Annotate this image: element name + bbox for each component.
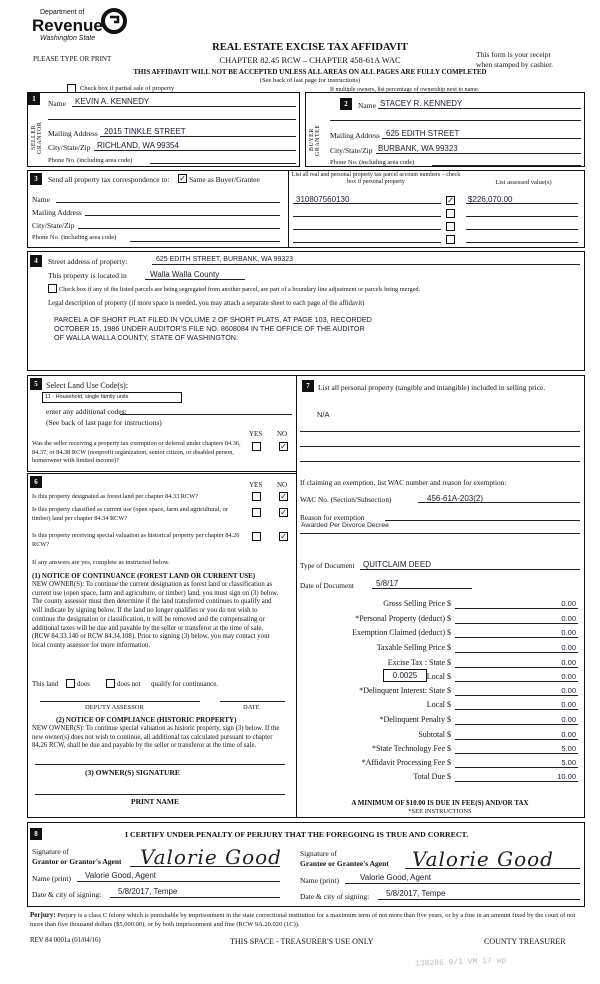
partial-sale-label: Check box if partial sale of property: [80, 85, 175, 92]
treasurer-stamp: 138286 9/1 VM 17 wp: [414, 956, 507, 969]
taxable-price-row: [300, 643, 580, 656]
doc-date-field[interactable]: 5/8/17: [376, 579, 399, 588]
section-7-number: 7: [302, 380, 314, 392]
exemption-deduct-dollar: $: [447, 628, 451, 637]
parcel-header: List all real and personal property tax parcel account numbers – check box if personal property: [291, 172, 461, 185]
grantor-name-label: Name (print): [32, 874, 71, 883]
excise-local-dollar: $: [447, 672, 451, 681]
delinquent-local-dollar: $: [447, 700, 451, 709]
segregate-checkbox[interactable]: [48, 284, 57, 293]
gross-price-row: [300, 599, 580, 612]
corr-phone-label: Phone No. (including area code): [32, 234, 117, 241]
assessed-line-2: [466, 216, 578, 217]
section-4-number: 4: [30, 255, 42, 267]
same-as-buyer-label: Same as Buyer/Grantee: [189, 175, 260, 184]
total-due-dollar: $: [447, 772, 451, 781]
delinquent-state-label: *Delinquent Interest: State: [359, 686, 445, 695]
parcel-personal-checkbox-2[interactable]: [446, 209, 455, 218]
delinquent-local-field[interactable]: 0.00: [455, 700, 578, 710]
exemption-deduct-label: Exemption Claimed (deduct): [352, 628, 445, 637]
personal-deduct-dollar: $: [447, 614, 451, 623]
deputy-assessor-label: DEPUTY ASSESSOR: [85, 704, 144, 711]
notice-compliance-title: (2) NOTICE OF COMPLIANCE (HISTORIC PROPERTY): [56, 716, 237, 724]
grantor-name-field[interactable]: Valorie Good, Agent: [85, 871, 157, 880]
grantee-name-field[interactable]: Valorie Good, Agent: [360, 873, 432, 882]
section-5-number: 5: [30, 378, 42, 390]
additional-codes-line: [120, 414, 292, 415]
buyer-addr-label: Mailing Address: [330, 131, 380, 140]
parcel-column-divider: [288, 170, 289, 248]
delinquent-penalty-dollar: $: [447, 715, 451, 724]
logo-dept-line: Department of: [40, 9, 85, 16]
seller-line-2: [48, 119, 296, 120]
reason-line-2: [300, 533, 580, 534]
parcel-personal-checkbox-3[interactable]: [446, 222, 455, 231]
seller-phone-line: [150, 163, 296, 164]
delinquent-local-label: Local: [426, 700, 445, 709]
perjury-text: Perjury is a class C felony which is punishable by imprisonment in the state correctional institution for a maximum term of not more than five years, or by a fine in an amount fixed by the court of not more than five thousand dollars ($5,000.00), or by both imprisonment and fine (RCW 9A.20.020 (1C)).: [30, 912, 576, 928]
total-due-row: [300, 772, 580, 785]
buyer-addr-line: [382, 138, 581, 139]
buyer-name-label: Name: [358, 101, 376, 110]
parcel-line-4: [293, 242, 441, 243]
logo-revenue: Revenue: [32, 16, 103, 35]
gross-price-field[interactable]: 0.00: [455, 599, 578, 609]
subtotal-field[interactable]: 0.00: [455, 730, 578, 740]
tech-fee-label: *State Technology Fee: [371, 744, 445, 753]
buyer-addr-field[interactable]: 625 EDITH STREET: [386, 129, 460, 138]
parcel-personal-checkbox-1[interactable]: ✓: [447, 196, 454, 205]
treasurer-space-label: THIS SPACE - TREASURER'S USE ONLY: [230, 937, 374, 946]
affidavit-fee-row: [300, 758, 580, 771]
parcel-field-1[interactable]: 310807560130: [296, 195, 350, 204]
excise-local-field[interactable]: 0.00: [455, 672, 578, 682]
logo-mark-icon: [100, 8, 128, 34]
personal-deduct-label: *Personal Property (deduct): [355, 614, 445, 623]
delinquent-state-field[interactable]: 0.00: [455, 686, 578, 696]
seller-addr-label: Mailing Address: [48, 129, 98, 138]
corr-addr-line: [85, 215, 280, 216]
reason-label: Reason for exemption: [300, 513, 365, 522]
county-line: [145, 279, 245, 280]
does-label: does: [77, 680, 90, 688]
excise-local-row: [300, 672, 580, 685]
section-2-number: 2: [340, 98, 352, 110]
assessed-field-1[interactable]: $226,070.00: [468, 195, 513, 204]
does-checkbox[interactable]: [66, 679, 75, 688]
gross-price-dollar: $: [447, 599, 451, 608]
deputy-line: [40, 701, 200, 702]
grantee-sig-label-2: Grantee or Grantee's Agent: [300, 859, 389, 868]
grantor-sig-line: [130, 866, 280, 867]
buyer-city-label: City/State/Zip: [330, 146, 373, 155]
section-6-number: 6: [30, 476, 42, 488]
legal-desc-line-1[interactable]: PARCEL A OF SHORT PLAT FILED IN VOLUME 2 OF SHORT PLATS, AT PAGE 103, RECORDED: [54, 315, 372, 324]
see-back-label: (See back of last page for instructions): [46, 418, 162, 427]
logo-state: Washington State: [40, 35, 96, 42]
affidavit-fee-label: *Affidavit Processing Fee: [361, 758, 445, 767]
affidavit-fee-dollar: $: [447, 758, 451, 767]
excise-state-dollar: $: [447, 658, 451, 667]
corr-city-line: [78, 228, 280, 229]
grantor-signature[interactable]: Valorie Good: [140, 845, 282, 869]
form-warning: THIS AFFIDAVIT WILL NOT BE ACCEPTED UNLESS ALL AREAS ON ALL PAGES ARE FULLY COMPLETED: [133, 68, 487, 76]
grantor-date-label: Date & city of signing:: [32, 890, 102, 899]
section-1-number: 1: [28, 93, 40, 105]
legal-desc-label: Legal description of property (if more space is needed, you may attach a separate sheet to each page of the affidavit): [48, 300, 365, 307]
forest-no-checkbox[interactable]: ✓: [280, 492, 287, 501]
receipt-note-2: when stamped by cashier.: [476, 60, 554, 69]
this-land-label: This land: [32, 680, 59, 688]
s5-no-header: NO: [277, 430, 288, 438]
personal-property-line-2: [300, 446, 580, 447]
multi-owner-note: If multiple owners, list percentage of ownership next to name.: [330, 87, 480, 93]
legal-desc-line-2[interactable]: OCTOBER 15, 1986 UNDER AUDITOR'S FILE NO. 8608084 IN THE OFFICE OF THE AUDITOR: [54, 324, 365, 333]
does-not-label: does not: [117, 680, 141, 688]
print-name-label: PRINT NAME: [131, 797, 179, 806]
corr-phone-line: [130, 241, 280, 242]
parcel-line-1: [293, 203, 441, 204]
personal-property-line-3: [300, 461, 580, 462]
delinquent-penalty-field[interactable]: 0.00: [455, 715, 578, 725]
doc-type-line: [360, 569, 580, 570]
taxable-price-label: Taxable Selling Price: [376, 643, 445, 652]
tech-fee-field[interactable]: 5.00: [455, 744, 578, 754]
excise-state-field[interactable]: 0.00: [455, 658, 578, 668]
located-in-label: This property is located in: [48, 271, 127, 280]
section-8-number: 8: [30, 828, 42, 840]
notice-continuance-title: (1) NOTICE OF CONTINUANCE (FOREST LAND OR CURRENT USE): [32, 572, 256, 580]
grantor-sig-label-2: Grantor or Grantor's Agent: [32, 857, 122, 866]
s5-no-checkbox[interactable]: ✓: [280, 442, 287, 451]
delinquent-penalty-label: *Delinquent Penalty: [379, 715, 445, 724]
seller-addr-field[interactable]: 2015 TINKLE STREET: [104, 127, 186, 136]
assessed-header: List assessed value(s): [495, 179, 552, 186]
see-instructions-note: *SEE INSTRUCTIONS: [408, 808, 472, 815]
county-treasurer-label: COUNTY TREASURER: [484, 937, 566, 946]
total-due-field[interactable]: 10.00: [455, 772, 578, 782]
total-due-label: Total Due: [413, 772, 445, 781]
revenue-logo: [32, 8, 127, 50]
street-address-field[interactable]: 625 EDITH STREET, BURBANK, WA 99323: [156, 256, 294, 263]
grantor-date-field[interactable]: 5/8/2017, Tempe: [118, 887, 178, 896]
county-field[interactable]: Walla Walla County: [150, 270, 220, 279]
local-rate-value: 0.0025: [392, 671, 418, 680]
seller-city-field[interactable]: RICHLAND, WA 99354: [97, 141, 179, 150]
buyer-name-line: [378, 108, 581, 109]
s6-no-header: NO: [277, 481, 288, 489]
section-3-number: 3: [30, 173, 42, 185]
assessed-line-1: [466, 203, 578, 204]
exemption-claim-label: If claiming an exemption, list WAC number and reason for exemption:: [300, 478, 507, 487]
if-yes-note: If any answers are yes, complete as instructed below.: [32, 559, 170, 566]
historic-no-checkbox[interactable]: ✓: [280, 532, 287, 541]
segregate-label: Check box if any of the listed parcels are being segregated from another parcel, are part of a boundary line adjustment or parcels being merged.: [59, 286, 421, 293]
historic-question: Is this property receiving special valuation as historical property per chapter 84.26 RCW?: [32, 532, 240, 548]
section-4-box: [27, 251, 585, 371]
s5-yes-checkbox[interactable]: [252, 442, 261, 451]
grantee-name-line: [345, 883, 580, 884]
form-chapter: CHAPTER 82.45 RCW – CHAPTER 458-61A WAC: [219, 55, 401, 65]
gross-price-label: Gross Selling Price: [383, 599, 445, 608]
print-name-line: [35, 794, 285, 795]
tech-fee-row: [300, 744, 580, 757]
exemption-question: Was the seller receiving a property tax exemption or deferral under chapters 84.36, 84.37, or 84.38 RCW (nonprofit organization, senior citizen, or disabled person, homeowner with limited income)?: [32, 440, 241, 464]
doc-date-line: [372, 588, 472, 589]
revision-number: REV 84 0001a (01/04/16): [30, 937, 101, 944]
street-address-line: [152, 264, 580, 265]
land-use-code-field[interactable]: [42, 392, 182, 403]
grantee-signature[interactable]: Valorie Good: [412, 847, 554, 871]
seller-addr-line: [100, 136, 296, 137]
delinquent-local-row: [300, 700, 580, 713]
land-use-code-value: 11 - Household, single family units: [45, 394, 129, 400]
does-not-checkbox[interactable]: [106, 679, 115, 688]
additional-codes-label: enter any additional codes:: [46, 407, 127, 416]
taxable-price-dollar: $: [447, 643, 451, 652]
parcel-personal-checkbox-4[interactable]: [446, 235, 455, 244]
grantor-name-line: [77, 881, 280, 882]
reason-field[interactable]: Awarded Per Divorce Decree: [301, 522, 389, 529]
seller-name-field[interactable]: KEVIN A. KENNEDY: [75, 97, 150, 106]
s6-yes-header: YES: [249, 481, 263, 489]
wac-field[interactable]: 456-61A-203(2): [427, 494, 484, 503]
seller-name-label: Name: [48, 99, 66, 108]
perjury-label: Perjury:: [30, 911, 56, 919]
buyer-name-field[interactable]: STACEY R. KENNEDY: [380, 99, 463, 108]
owner-signature-label: (3) OWNER(S) SIGNATURE: [85, 768, 180, 777]
seller-side-label: SELLER GRANTOR: [31, 121, 43, 154]
personal-property-field[interactable]: N/A: [317, 410, 330, 419]
assessed-line-3: [466, 229, 578, 230]
personal-property-label: List all personal property (tangible and intangible) included in selling price.: [318, 383, 546, 392]
doc-date-label: Date of Document: [300, 581, 354, 590]
excise-local-label: Local: [426, 672, 445, 681]
subtotal-dollar: $: [447, 730, 451, 739]
subtotal-label: Subtotal: [418, 730, 445, 739]
current-use-question: Is this property classified as current use (open space, farm and agricultural, or timber) land per chapter 84.34 RCW?: [32, 506, 228, 522]
tech-fee-dollar: $: [447, 744, 451, 753]
qualify-label: qualify for continuance.: [151, 680, 219, 688]
forest-yes-checkbox[interactable]: [252, 492, 261, 501]
grantee-date-field[interactable]: 5/8/2017, Tempe: [386, 889, 446, 898]
delinquent-state-row: [300, 686, 580, 699]
street-address-label: Street address of property:: [48, 257, 128, 266]
form-title: REAL ESTATE EXCISE TAX AFFIDAVIT: [212, 42, 408, 53]
buyer-line-2: [330, 120, 581, 121]
perjury-notice: [30, 911, 585, 929]
instructions-note: (See back of last page for instructions): [259, 77, 361, 84]
corr-addr-label: Mailing Address: [32, 208, 82, 217]
grantor-sig-label-1: Signature of: [32, 847, 69, 856]
notice-compliance-text: NEW OWNER(S): To continue special valuation as historic property, sign (3) below. If the new owner(s) does not wish to continue, all additional tax calculated pursuant to chapter 84.26 RCW, shall be due and payable by the seller or transferor at the time of sale.: [32, 725, 280, 750]
doc-type-label: Type of Document: [300, 561, 355, 570]
grantee-sig-label-1: Signature of: [300, 849, 337, 858]
affidavit-fee-field[interactable]: 5.00: [455, 758, 578, 768]
assessed-line-4: [466, 242, 578, 243]
parcel-line-3: [293, 229, 441, 230]
grantee-sig-line: [405, 868, 580, 869]
exemption-deduct-row: [300, 628, 580, 641]
land-use-label: Select Land Use Code(s):: [46, 381, 128, 390]
seller-name-line: [72, 106, 296, 107]
taxable-price-field[interactable]: 0.00: [455, 643, 578, 653]
historic-yes-checkbox[interactable]: [252, 532, 261, 541]
delinquent-state-dollar: $: [447, 686, 451, 695]
doc-type-field[interactable]: QUITCLAIM DEED: [363, 560, 432, 569]
excise-state-label: Excise Tax : State: [387, 658, 445, 667]
current-use-yes-checkbox[interactable]: [252, 508, 261, 517]
forest-land-question: Is this property designated as forest land per chapter 84.33 RCW?: [32, 493, 198, 500]
buyer-phone-label: Phone No. (including area code): [330, 159, 415, 166]
buyer-phone-line: [432, 165, 581, 166]
personal-deduct-row: [300, 614, 580, 627]
reason-line: [385, 520, 580, 521]
wac-label: WAC No. (Section/Subsection): [300, 495, 392, 504]
seller-city-label: City/State/Zip: [48, 143, 91, 152]
receipt-note-1: This form is your receipt: [476, 50, 551, 59]
excise-state-row: [300, 658, 580, 671]
grantee-date-label: Date & city of signing:: [300, 892, 370, 901]
owner-sig-line: [35, 764, 285, 765]
corr-name-label: Name: [32, 195, 50, 204]
corr-city-label: City/State/Zip: [32, 221, 75, 230]
buyer-side-label: BUYER GRANTEE: [309, 124, 321, 156]
corr-name-line: [56, 202, 280, 203]
notice-continuance-text: NEW OWNER(S): To continue the current designation as forest land or classification as current use (open space, farm and agriculture, or timber) land, you must sign on (3) below. The county assessor must then determine if the land transferred continues to qualify and will indicate by signing below. If the land no longer qualifies or you do not wish to continue the designation or classification, it will be removed and the compensating or additional taxes will be due and payable by the seller or transferor at the time of sale. (RCW 84.33.140 or RCW 84.34.108). Prior to signing (3) below, you may contact your local county assessor for more information.: [32, 581, 279, 649]
grantee-name-label: Name (print): [300, 876, 339, 885]
legal-desc-line-3[interactable]: OF WALLA WALLA COUNTY, STATE OF WASHINGTON.: [54, 333, 238, 342]
buyer-city-field[interactable]: BURBANK, WA 99323: [378, 144, 458, 153]
send-correspondence-label: Send all property tax correspondence to:: [48, 175, 170, 184]
certify-statement: I CERTIFY UNDER PENALTY OF PERJURY THAT THE FOREGOING IS TRUE AND CORRECT.: [125, 830, 469, 839]
personal-deduct-field[interactable]: 0.00: [455, 614, 578, 624]
subtotal-row: [300, 730, 580, 743]
exemption-deduct-field[interactable]: 0.00: [455, 628, 578, 638]
minimum-due-note: A MINIMUM OF $10.00 IS DUE IN FEE(S) AND/OR TAX: [351, 799, 529, 807]
s5-yes-header: YES: [249, 430, 263, 438]
grantor-date-line: [110, 897, 280, 898]
seller-city-line: [94, 150, 296, 151]
current-use-no-checkbox[interactable]: ✓: [280, 508, 287, 517]
buyer-city-line: [376, 153, 581, 154]
deputy-date-line: [220, 701, 285, 702]
delinquent-penalty-row: [300, 715, 580, 728]
personal-property-line-1: [300, 431, 580, 432]
deputy-date-label: DATE: [243, 704, 260, 711]
parcel-line-2: [293, 216, 441, 217]
same-as-buyer-checkbox[interactable]: ✓: [179, 174, 186, 183]
print-note: PLEASE TYPE OR PRINT: [33, 55, 112, 63]
seller-phone-label: Phone No. (including area code): [48, 157, 133, 164]
grantee-date-line: [378, 899, 580, 900]
